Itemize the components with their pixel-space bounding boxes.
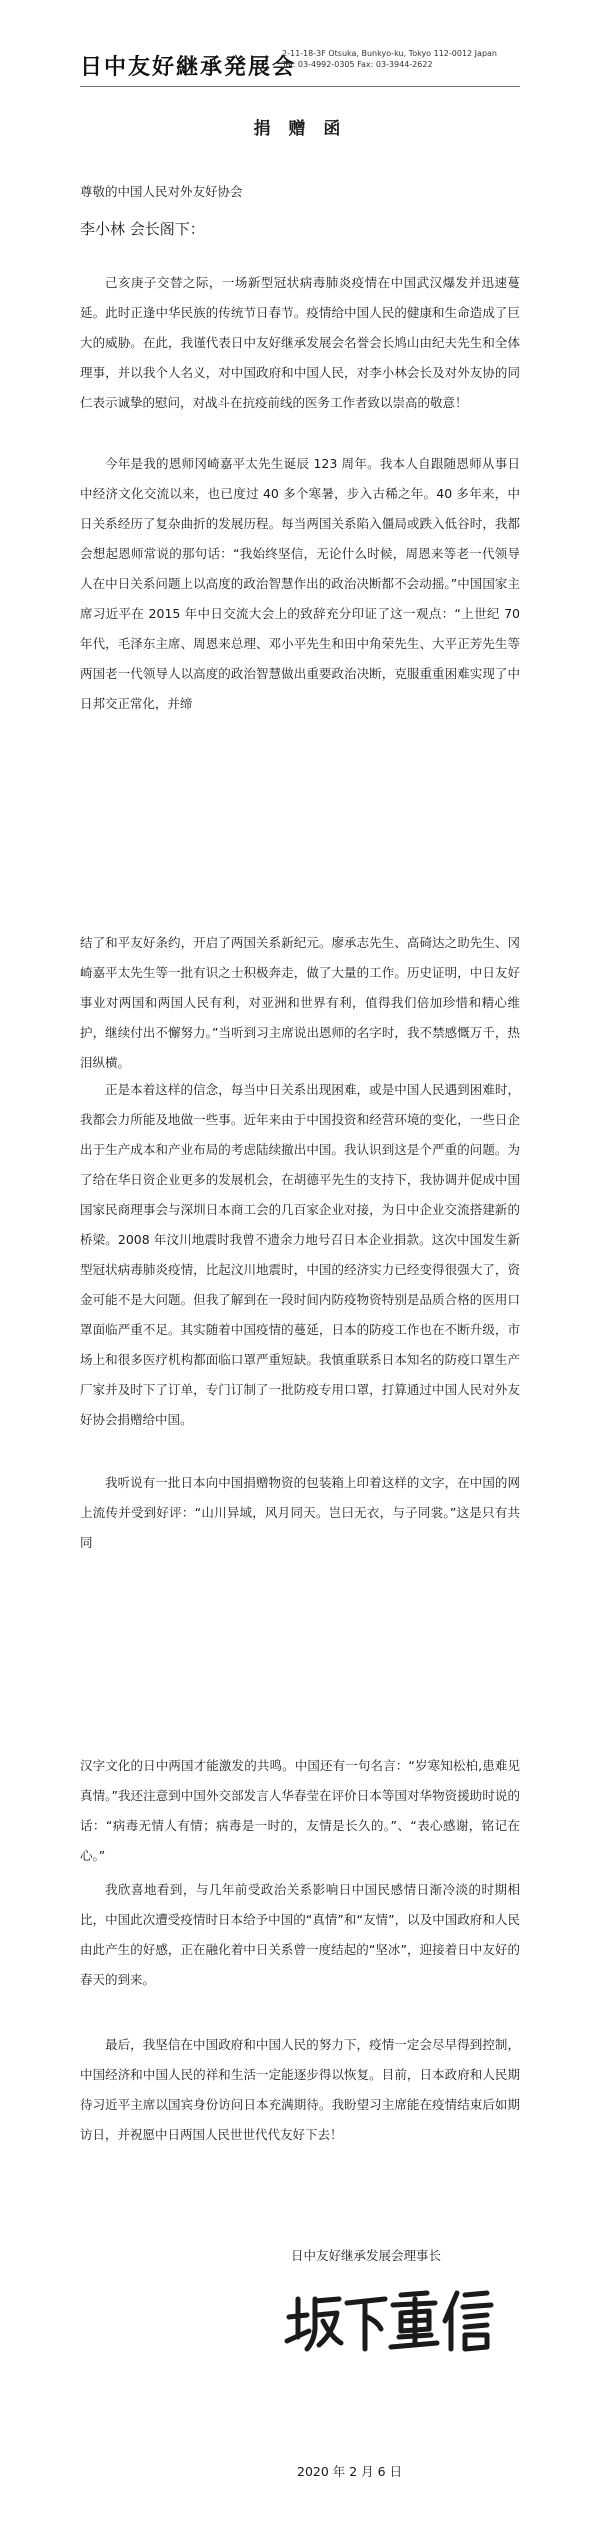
paragraph-3: 正是本着这样的信念，每当中日关系出现困难，或是中国人民遇到困难时，我都会力所能及地做一些事。近年来由于中国投资和经营环境的变化，一些日企出于生产成本和产业布局的考虑陆续撤出中国。我认识到这是个严重的问题。为了给在华日资企业更多的发展机会，在胡德平先生的支持下，我协调并促成中国国家民商理事会与深圳日本商工会的几百家企业对接，为日中企业交流搭建新的桥梁。2008 年汶川地震时我曾不遗余力地号召日本企业捐款。这次中国发生新型冠状病毒肺炎疫情，比起汶川地震时，中国的经济实力已经变得很强大了，资金可能不是大问题。但我了解到在一段时间内防疫物资特别是品质合格的医用口罩面临严重不足。其实随着中国疫情的蔓延，日本的防疫工作也在不断升级，市场上和很多医疗机构都面临口罩严重短缺。我慎重联系日本知名的防疫口罩生产厂家并及时下了订单，专门订制了一批防疫专用口罩，打算通过中国人民对外友好协会捐赠给中国。 <box>80 1082 520 1427</box>
paragraph-1: 己亥庚子交替之际，一场新型冠状病毒肺炎疫情在中国武汉爆发并迅速蔓延。此时正逢中华民族的传统节日春节。疫情给中国人民的健康和生命造成了巨大的威胁。在此，我谨代表日中友好继承发展会名誉会长鸠山由纪夫先生和全体理事，并以我个人名义，对中国政府和中国人民，对李小林会长及对外友协的同仁表示诚挚的慰问，对战斗在抗疫前线的医务工作者致以崇高的敬意！ <box>80 275 520 410</box>
letterhead <box>80 44 520 84</box>
letterhead-address: 2-11-18-3F Otsuka, Bunkyo-ku, Tokyo 112-0012 Japan <box>282 49 497 58</box>
letter-date: 2020 年 2 月 6 日 <box>297 2464 403 2479</box>
letterhead-phone-fax: Tel: 03-4992-0305 Fax: 03-3944-2622 <box>282 60 433 69</box>
paragraph-2: 今年是我的恩师冈崎嘉平太先生诞辰 123 周年。我本人自跟随恩师从事日中经济文化交流以来，也已度过 40 多个寒暑，步入古稀之年。40 多年来，中日关系经历了复杂曲折的发展历程。每当两国关系陷入僵局或跌入低谷时，我都会想起恩师常说的那句话：“我始终坚信，无论什么时候，周恩来等老一代领导人在中日关系问题上以高度的政治智慧作出的政治决断都不会动摇。”中国国家主席习近平在 2015 年中日交流大会上的致辞充分印证了这一观点：“上世纪 70 年代，毛泽东主席、周恩来总理、邓小平先生和田中角荣先生、大平正芳先生等两国老一代领导人以高度的政治智慧做出重要政治决断，克服重重困难实现了中日邦交正常化，并缔 <box>80 456 520 711</box>
paragraph-5: 我欣喜地看到，与几年前受政治关系影响日中国民感情日渐冷淡的时期相比，中国此次遭受疫情时日本给予中国的“真情”和“友情”，以及中国政府和人民由此产生的好感，正在融化着中日关系曾一度结起的“坚冰”，迎接着日中友好的春天的到来。 <box>80 1882 520 1987</box>
recipient-organization: 尊敬的中国人民对外友好协会 <box>80 184 243 199</box>
letterhead-divider <box>80 86 520 87</box>
handwritten-signature <box>281 2285 501 2355</box>
signatory-title: 日中友好继承发展会理事长 <box>291 2248 442 2263</box>
letterhead-contact <box>282 48 497 70</box>
document-title: 捐 赠 函 <box>253 119 347 139</box>
paragraph-4: 我听说有一批日本向中国捐赠物资的包装箱上印着这样的文字，在中国的网上流传并受到好评：“山川异域，风月同天。岂曰无衣，与子同裳。”这是只有共同 <box>80 1475 520 1550</box>
paragraph-6: 最后，我坚信在中国政府和中国人民的努力下，疫情一定会尽早得到控制，中国经济和中国人民的祥和生活一定能逐步得以恢复。目前，日本政府和人民期待习近平主席以国宾身份访问日本充满期待。我盼望习主席能在疫情结束后如期访日，并祝愿中日两国人民世世代代友好下去！ <box>80 2037 520 2142</box>
paragraph-4-continued: 汉字文化的日中两国才能激发的共鸣。中国还有一句名言：“岁寒知松柏,患难见真情。”我还注意到中国外交部发言人华春莹在评价日本等国对华物资援助时说的话：“病毒无情人有情；病毒是一时的，友情是长久的。”、“表心感谢，铭记在心。” <box>80 1758 520 1863</box>
salutation: 李小林 会长阁下： <box>80 220 205 238</box>
paragraph-2-continued: 结了和平友好条约，开启了两国关系新纪元。廖承志先生、高碕达之助先生、冈崎嘉平太先生等一批有识之士积极奔走，做了大量的工作。历史证明，中日友好事业对两国和两国人民有利，对亚洲和世界有利，值得我们倍加珍惜和精心维护，继续付出不懈努力。”当听到习主席说出恩师的名字时，我不禁感慨万千，热泪纵横。 <box>80 935 520 1070</box>
organization-name: 日中友好継承発展会 <box>80 54 297 80</box>
